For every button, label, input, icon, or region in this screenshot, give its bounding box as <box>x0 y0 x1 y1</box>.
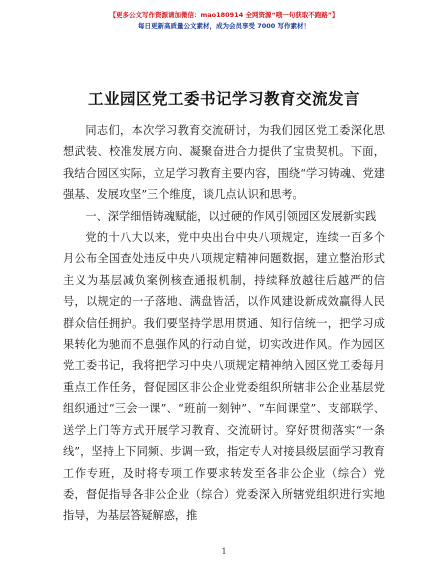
section-heading-1: 一、深学细悟铸魂赋能，以过硬的作风引领园区发展新实践 <box>85 209 377 223</box>
page-number: 1 <box>221 547 227 556</box>
document-title: 工业园区党工委书记学习教育交流发言 <box>87 90 360 108</box>
document-body <box>63 120 385 527</box>
promo-banner-line-1: 【更多公文写作资源请加微信：mao180914 全网资源“哦一句获取不跑路”】 <box>109 11 339 19</box>
intro-paragraph: 同志们，本次学习教育交流研讨，为我们园区党工委深化思想武装、校准发展方向、凝聚奋进合力提供了宝贵契机。下面，我结合园区实际，立足学习教育主要内容，围绕“学习铸魂、党建强基、发展攻坚”三个维度，谈几点认识和思考。 <box>63 124 385 202</box>
body-paragraph-1: 党的十八大以来，党中央出台中央八项规定，连续一百多个月公布全国查处违反中央八项规定精神问题数据，建立整治形式主义为基层减负案例核查通报机制，持续释放越往后越严的信号，以规定的一子落地、满盘皆活，以作风建设新成效赢得人民群众信任拥护。我们要坚持学思用贯通、知行信统一，把学习成果转化为驰而不息强作风的行动自觉，切实改进作风。作为园区党工委书记，我将把学习中央八项规定精神纳入园区党工委每月重点工作任务，督促园区非公企业党委组织所辖非公企业基层党组织通过“三会一课”、“班前一刻钟”、“车间课堂”、支部联学、送学上门等方式开展学习教育、交流研讨。穿好贯彻落实“一条线”，坚持上下同频、步调一致，指定专人对接县级层面学习教育工作专班，及时将专项工作要求转发至各非公企业（综合）党委，督促指导各非公企业（综合）党委深入所辖党组织进行实地指导，为基层答疑解惑，推 <box>63 231 385 523</box>
promo-banner-line-2: 每日更新高质量公文素材，成为会员享受 7000 写作素材！ <box>137 22 311 30</box>
